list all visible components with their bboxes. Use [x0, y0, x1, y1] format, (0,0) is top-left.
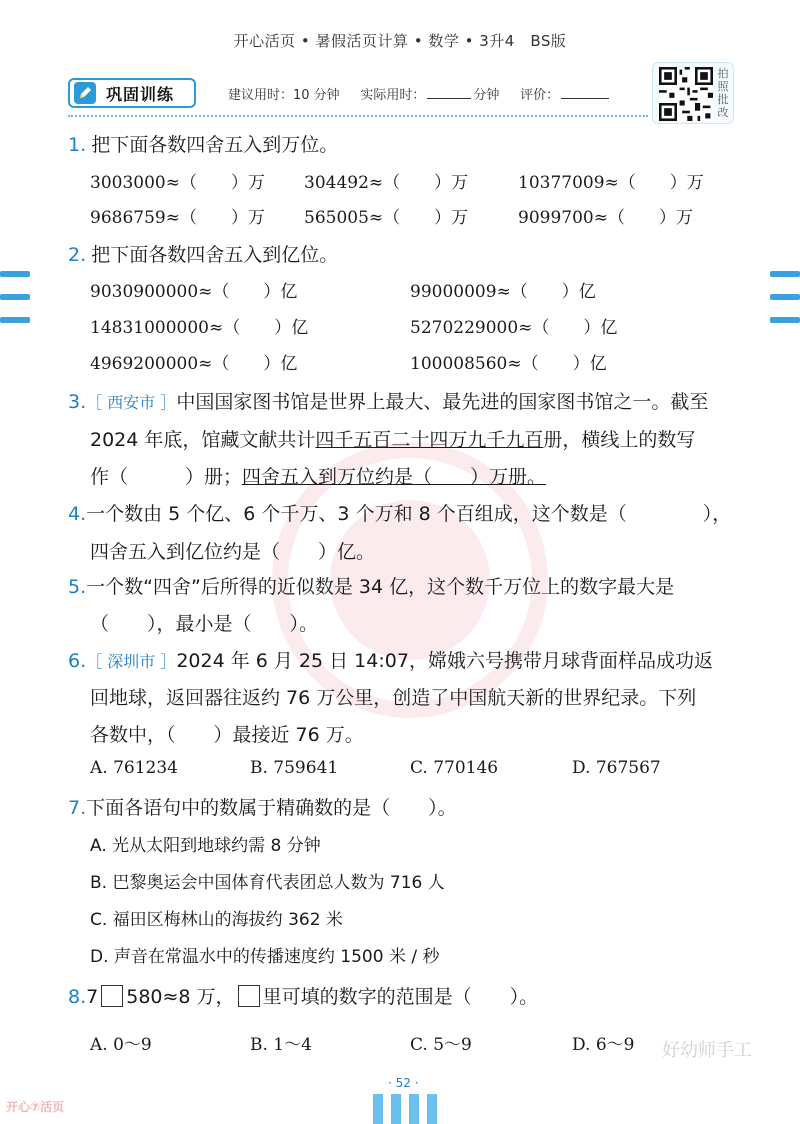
question-4-line-2[interactable]: 四舍五入到亿位约是（ ）亿。 — [90, 541, 376, 563]
region-tag: ［ 西安市 ］ — [86, 393, 177, 412]
question-number: 8. — [68, 986, 87, 1008]
option-c[interactable]: C. 5～9 — [410, 1035, 472, 1055]
option-a[interactable]: A. 光从太阳到地球约需 8 分钟 — [90, 836, 321, 856]
qr-caption — [715, 67, 731, 119]
question-number: 4. — [68, 503, 87, 525]
region-tag: ［ 深圳市 ］ — [86, 652, 177, 671]
question-text: 把下面各数四舍五入到万位。 — [91, 134, 339, 156]
option-d[interactable]: D. 767567 — [572, 758, 661, 778]
section-badge — [68, 78, 196, 108]
answer-item[interactable]: 9686759≈（ ）万 — [90, 208, 265, 228]
question-number: 1. — [68, 134, 87, 156]
answer-item[interactable]: 99000009≈（ ）亿 — [410, 282, 596, 302]
right-side-mark — [770, 271, 800, 277]
answer-item[interactable]: 3003000≈（ ）万 — [90, 173, 265, 193]
left-side-mark — [0, 271, 30, 277]
question-number: 5. — [68, 576, 87, 598]
question-number: 7. — [68, 797, 87, 819]
question-text[interactable]: 一个数由 5 个亿、6 个千万、3 个万和 8 个百组成，这个数是（ ）， — [86, 503, 732, 525]
answer-item[interactable]: 10377009≈（ ）万 — [518, 173, 704, 193]
option-a[interactable]: A. 761234 — [90, 758, 178, 778]
rating-label: 评价： — [520, 88, 560, 103]
section-meta — [228, 84, 609, 103]
page-header-title: 开心活页 • 暑假活页计算 • 数学 • 3升4 BS版 — [233, 32, 567, 50]
question-text: 一个数“四舍”后所得的近似数是 34 亿，这个数千万位上的数字最大是 — [86, 576, 675, 598]
question-8 — [68, 982, 538, 1009]
question-5-line-1 — [68, 572, 674, 599]
question-text[interactable]: 下面各语句中的数属于精确数的是（ ）。 — [86, 797, 457, 819]
qr-caption-char: 批 — [717, 93, 729, 106]
option-d[interactable]: D. 声音在常温水中的传播速度约 1500 米 / 秒 — [90, 947, 440, 967]
question-text: 中国国家图书馆是世界上最大、最先进的国家图书馆之一。截至 — [176, 391, 709, 413]
question-6-line-2: 回地球，返回器往返约 76 万公里，创造了中国航天新的世界纪录。下列 — [90, 687, 697, 709]
right-side-mark — [770, 317, 800, 323]
answer-item[interactable]: 9030900000≈（ ）亿 — [90, 282, 298, 302]
answer-item[interactable]: 304492≈（ ）万 — [304, 173, 469, 193]
answer-item[interactable]: 9099700≈（ ）万 — [518, 208, 693, 228]
question-7 — [68, 793, 457, 820]
question-1 — [68, 130, 338, 157]
digit-box[interactable] — [238, 985, 260, 1007]
qr-caption-char: 拍 — [717, 67, 729, 80]
question-text: 册，横线上的数写 — [543, 429, 696, 451]
section-divider — [68, 115, 648, 117]
section-label: 巩固训练 — [106, 84, 175, 104]
question-text: 把下面各数四舍五入到亿位。 — [91, 244, 339, 266]
answer-item[interactable]: 4969200000≈（ ）亿 — [90, 354, 298, 374]
publisher-logo: 开心⑦活页 — [6, 1100, 65, 1114]
question-5-line-2[interactable]: （ ），最小是（ ）。 — [90, 613, 319, 635]
question-4-line-1 — [68, 499, 731, 526]
question-number: 6. — [68, 650, 87, 672]
question-text: 2024 年底，馆藏文献共计 — [90, 429, 316, 451]
question-2 — [68, 240, 338, 267]
answer-item[interactable]: 5270229000≈（ ）亿 — [410, 318, 618, 338]
option-c[interactable]: C. 福田区梅林山的海拔约 362 米 — [90, 910, 343, 930]
question-3-line-3 — [90, 462, 546, 489]
rating-blank[interactable] — [561, 98, 609, 99]
question-text[interactable]: 里可填的数字的范围是（ ）。 — [262, 986, 539, 1008]
option-b[interactable]: B. 759641 — [250, 758, 339, 778]
actual-time-unit: 分钟 — [473, 88, 500, 103]
option-d[interactable]: D. 6～9 — [572, 1035, 635, 1055]
qr-caption-char: 改 — [717, 106, 729, 119]
answer-item[interactable]: 565005≈（ ）万 — [304, 208, 469, 228]
question-text[interactable]: 四舍五入到万位约是（ ）万册。 — [242, 466, 547, 488]
question-text: 580≈8 万， — [126, 986, 235, 1008]
question-number: 3. — [68, 391, 87, 413]
question-6-line-3[interactable]: 各数中，（ ）最接近 76 万。 — [90, 724, 364, 746]
right-side-mark — [770, 294, 800, 300]
left-side-mark — [0, 294, 30, 300]
qr-box[interactable] — [652, 62, 734, 124]
digit-box[interactable] — [101, 985, 123, 1007]
option-b[interactable]: B. 1～4 — [250, 1035, 312, 1055]
question-3-line-1 — [68, 387, 708, 414]
answer-item[interactable]: 100008560≈（ ）亿 — [410, 354, 607, 374]
credit-watermark: 好幼师手工 — [662, 1040, 752, 1061]
question-6-line-1 — [68, 646, 713, 673]
qr-caption-char: 照 — [717, 80, 729, 93]
left-side-mark — [0, 317, 30, 323]
qr-code-icon[interactable] — [659, 67, 713, 121]
actual-time-blank[interactable] — [427, 98, 471, 99]
answer-item[interactable]: 14831000000≈（ ）亿 — [90, 318, 309, 338]
pencil-icon — [74, 82, 96, 104]
question-text: 2024 年 6 月 25 日 14:07，嫦娥六号携带月球背面样品成功返 — [176, 650, 713, 672]
question-3-line-2 — [90, 425, 695, 452]
page-number: · 52 · — [388, 1076, 419, 1090]
actual-time-label: 实际用时： — [360, 88, 426, 103]
option-b[interactable]: B. 巴黎奥运会中国体育代表团总人数为 716 人 — [90, 873, 445, 893]
question-text: 7 — [86, 986, 99, 1008]
question-text[interactable]: 作（ ）册； — [90, 466, 243, 488]
option-c[interactable]: C. 770146 — [410, 758, 499, 778]
section-bar — [68, 78, 648, 108]
suggested-time: 建议用时：10 分钟 — [228, 88, 340, 103]
question-number: 2. — [68, 244, 87, 266]
underlined-number: 四千五百二十四万九千九百 — [315, 429, 544, 451]
option-a[interactable]: A. 0～9 — [90, 1035, 152, 1055]
